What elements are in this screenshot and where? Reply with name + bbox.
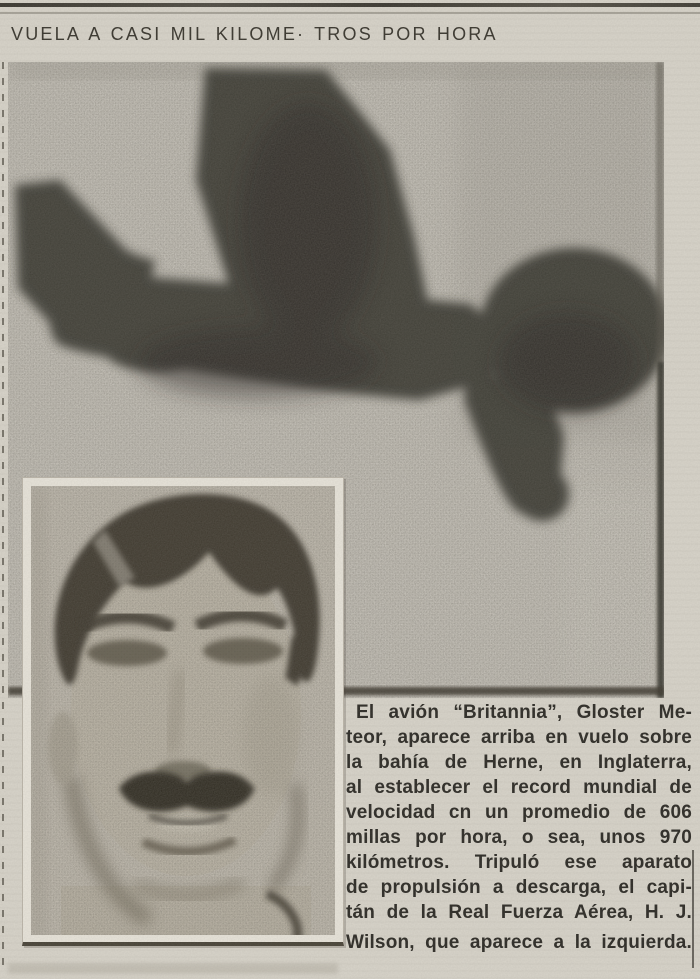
photo-caption	[346, 700, 692, 955]
caption-line: millas por hora, o sea, unos 970	[346, 827, 692, 848]
caption-line: la bahía de Herne, en Inglaterra,	[346, 752, 692, 773]
bottom-texture-band	[8, 963, 338, 974]
portrait-grain	[31, 486, 335, 935]
right-column-rule	[692, 850, 694, 968]
caption-line: de propulsión a descarga, el capi-	[346, 877, 692, 898]
top-rule-thick	[0, 3, 700, 7]
caption-line: teor, aparece arriba en vuelo sobre	[346, 727, 692, 748]
caption-line: El avión “Britannia”, Gloster Me-	[356, 702, 692, 723]
pilot-portrait-art	[31, 486, 335, 935]
caption-line: Wilson, que aparece a la izquierda.	[346, 932, 692, 953]
left-column-rule	[2, 62, 4, 965]
caption-line: velocidad cn un promedio de 606	[346, 802, 692, 823]
caption-line: al establecer el record mundial de	[346, 777, 692, 798]
headline: VUELA A CASI MIL KILOME· TROS POR HORA	[11, 24, 498, 44]
portrait-photo	[31, 486, 335, 935]
caption-line: tán de la Real Fuerza Aérea, H. J.	[346, 902, 692, 923]
top-rule-thin	[0, 12, 700, 14]
photo-right-border-dark	[658, 362, 664, 698]
portrait-photo-frame	[22, 477, 344, 946]
caption-line: kilómetros. Tripuló ese aparato	[346, 852, 692, 873]
